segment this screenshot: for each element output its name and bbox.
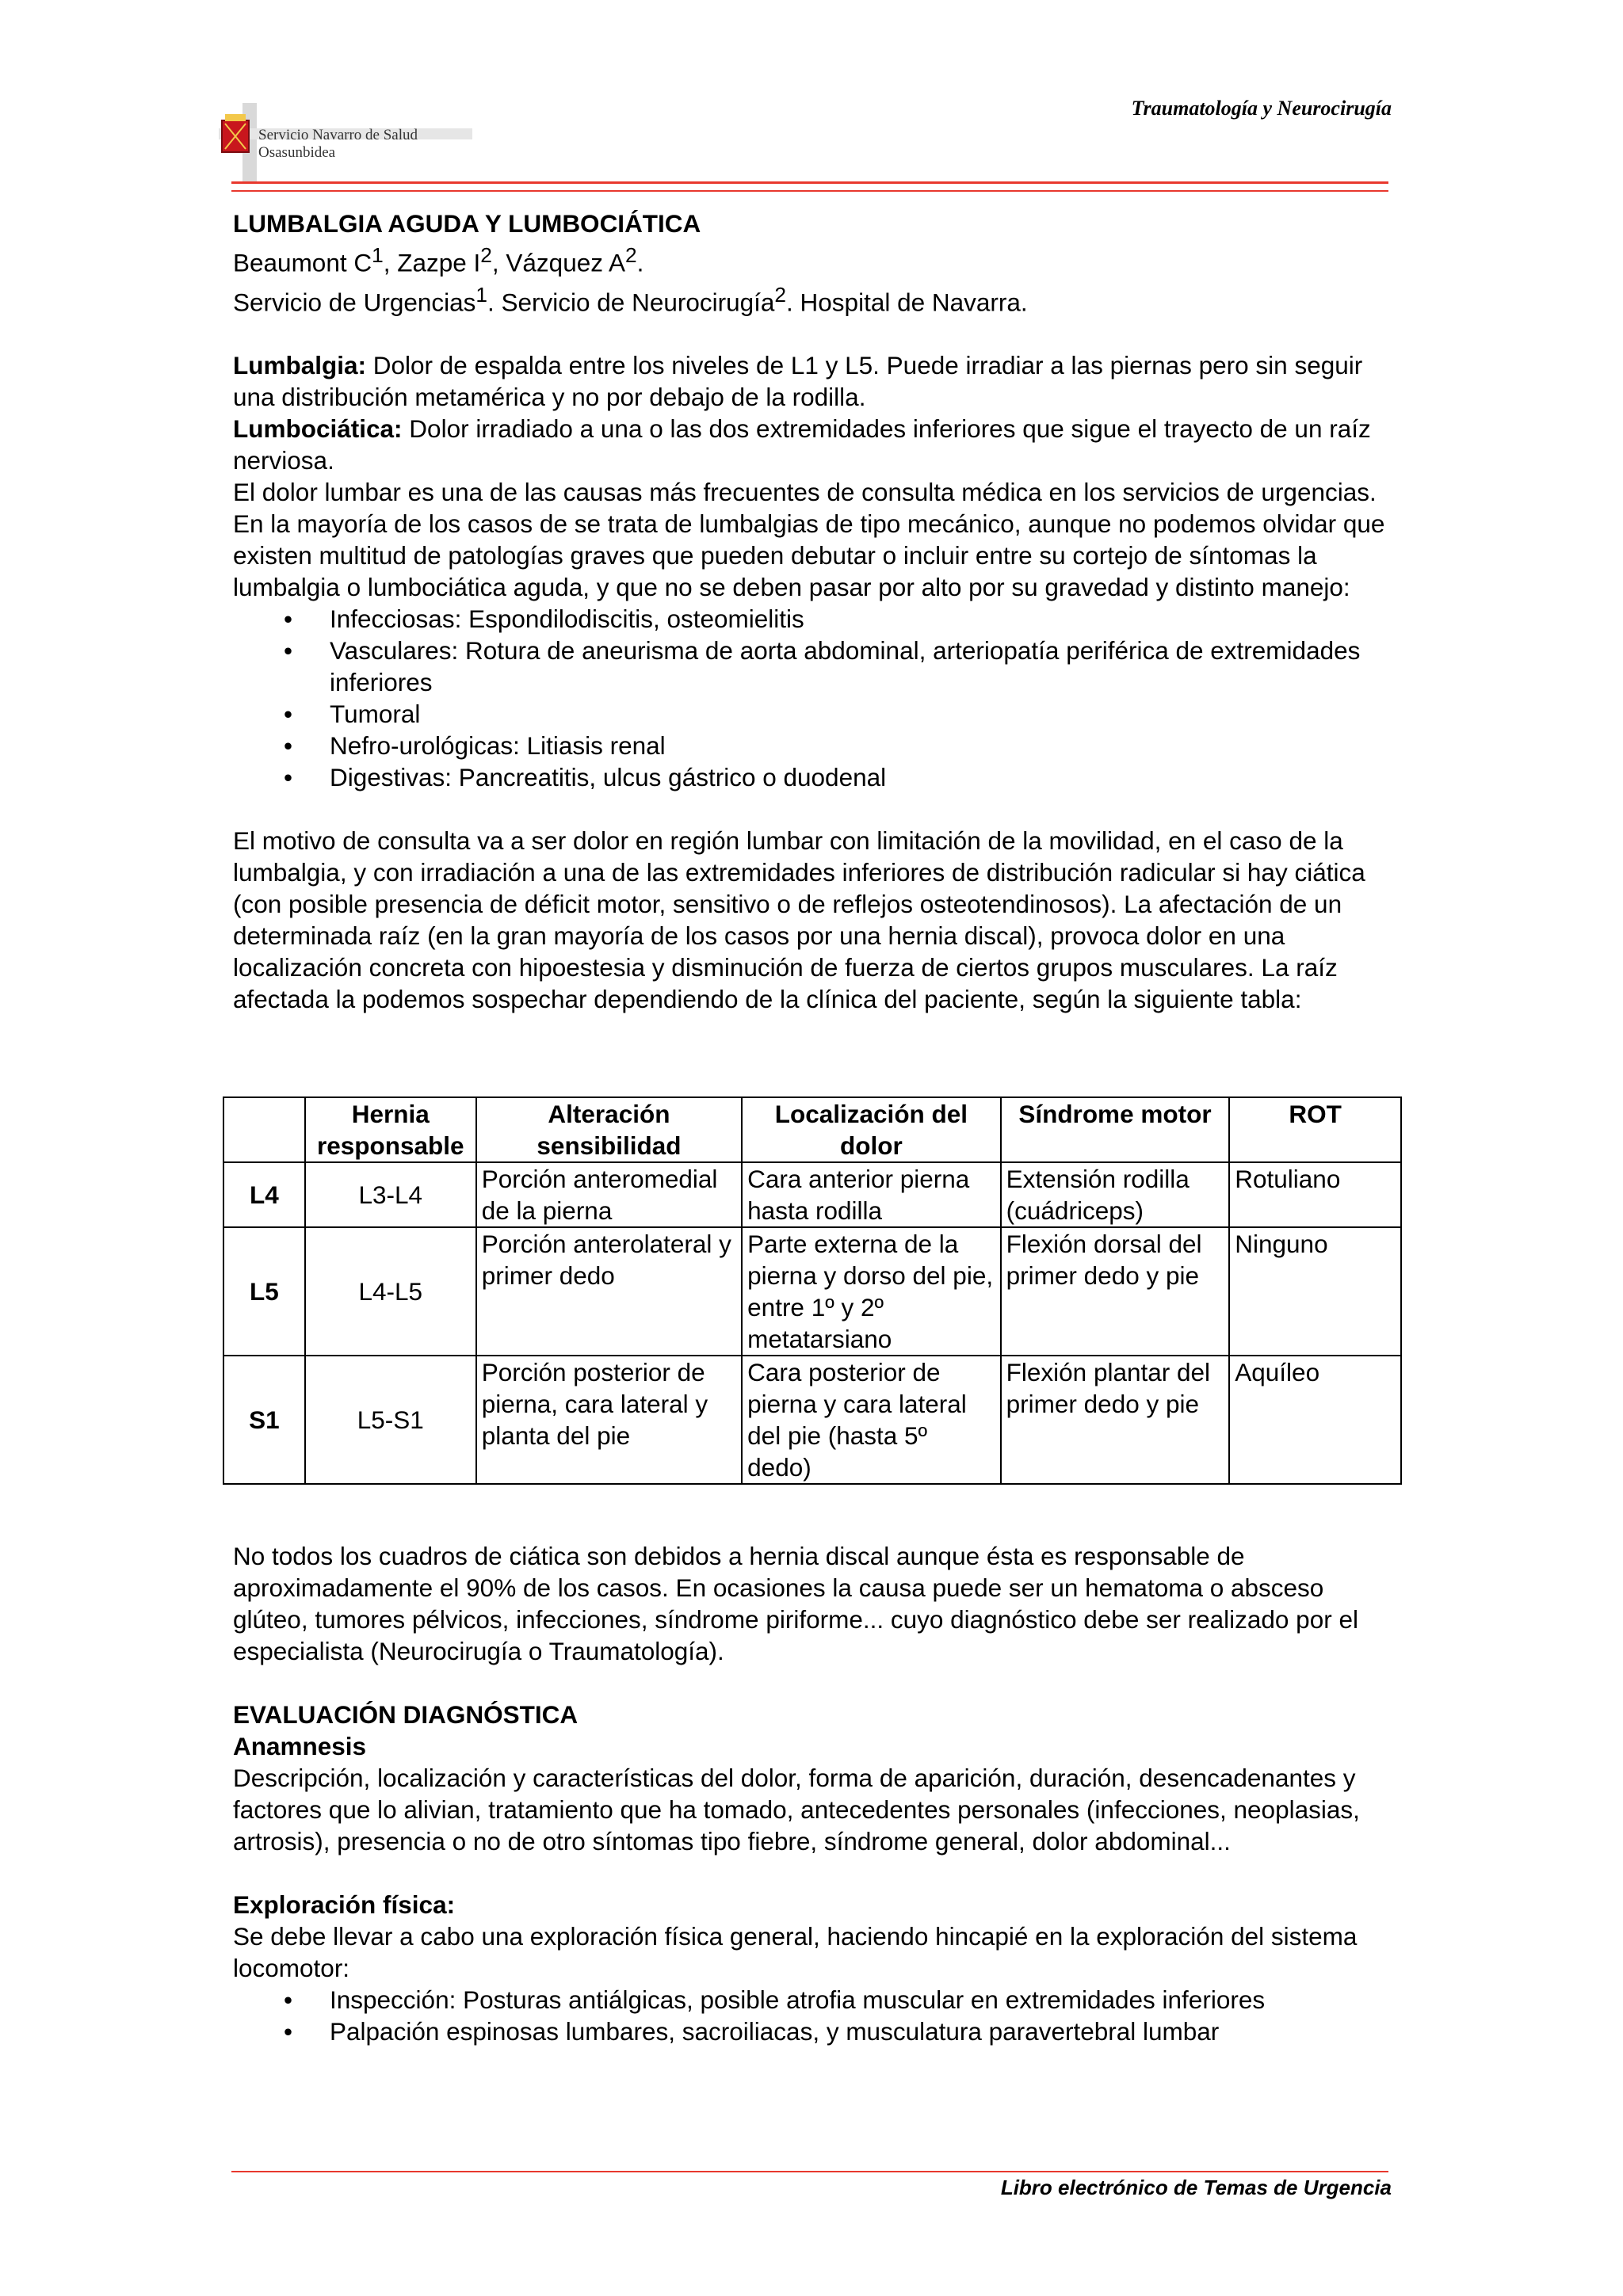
anamnesis-paragraph: Descripción, localización y características del dolor, forma de aparición, duración, desencadenantes y factores que lo alivian, tratamiento que ha tomado, antecedentes personales (infecciones, neoplasias, artrosis), presencia o no de otro síntomas tipo fiebre, síndrome general, dolor abdominal...	[233, 1764, 1360, 1855]
rot-cell: Aquíleo	[1229, 1356, 1401, 1484]
article-body-bottom	[233, 1540, 1398, 2047]
rot-cell: Ninguno	[1229, 1227, 1401, 1356]
header-rule	[231, 181, 1388, 184]
motor-cell: Flexión dorsal del primer dedo y pie	[1001, 1227, 1230, 1356]
list-item: • Inspección: Posturas antiálgicas, posible atrofia muscular en extremidades inferiores	[330, 1984, 1398, 2016]
causes-list	[233, 603, 1398, 793]
sensibility-cell: Porción posterior de pierna, cara lateral y planta del pie	[476, 1356, 742, 1484]
table-header-cell: Alteración sensibilidad	[476, 1097, 742, 1162]
table-row	[223, 1356, 1401, 1484]
exploracion-heading: Exploración física:	[233, 1890, 456, 1919]
exploracion-list	[233, 1984, 1398, 2047]
table-header-cell: ROT	[1229, 1097, 1401, 1162]
list-item: • Nefro-urológicas: Litiasis renal	[330, 730, 1398, 761]
definition-lumbociatica	[233, 413, 1398, 476]
hernia-cell: L3-L4	[305, 1162, 476, 1227]
list-item: • Palpación espinosas lumbares, sacroiliacas, y musculatura paravertebral lumbar	[330, 2016, 1398, 2047]
definition-text: Dolor irradiado a una o las dos extremidades inferiores que sigue el trayecto de un raíz nerviosa.	[233, 414, 1371, 475]
author-3-sup: 2	[625, 243, 637, 267]
sensibility-cell: Porción anteromedial de la pierna	[476, 1162, 742, 1227]
header-rule-thin	[231, 190, 1388, 192]
list-item: • Tumoral	[330, 698, 1398, 730]
table-row	[223, 1162, 1401, 1227]
article-affiliations	[233, 279, 1398, 318]
table-header-cell: Hernia responsable	[305, 1097, 476, 1162]
hernia-cell: L5-S1	[305, 1356, 476, 1484]
list-item: • Infecciosas: Espondilodiscitis, osteomielitis	[330, 603, 1398, 635]
nerve-root-table	[223, 1097, 1402, 1485]
pain-location-cell: Cara posterior de pierna y cara lateral del pie (hasta 5º dedo)	[742, 1356, 1001, 1484]
affiliation-3: . Hospital de Navarra.	[786, 288, 1028, 316]
eval-heading: EVALUACIÓN DIAGNÓSTICA	[233, 1700, 579, 1729]
root-cell: L5	[223, 1227, 305, 1356]
author-2-sup: 2	[480, 243, 492, 267]
table-row	[223, 1227, 1401, 1356]
root-cell: S1	[223, 1356, 305, 1484]
logo	[219, 103, 480, 182]
sensibility-cell: Porción anterolateral y primer dedo	[476, 1227, 742, 1356]
motor-cell: Flexión plantar del primer dedo y pie	[1001, 1356, 1230, 1484]
header-section-title: Traumatología y Neurocirugía	[1131, 97, 1392, 120]
logo-line2: Osasunbidea	[258, 144, 336, 161]
definition-term: Lumbalgia:	[233, 351, 367, 379]
rot-cell: Rotuliano	[1229, 1162, 1401, 1227]
affiliation-1-sup: 1	[475, 282, 487, 307]
author-2: , Zazpe I	[383, 248, 481, 277]
list-item: • Digestivas: Pancreatitis, ulcus gástrico o duodenal	[330, 761, 1398, 793]
hernia-cell: L4-L5	[305, 1227, 476, 1356]
table-header-cell	[223, 1097, 305, 1162]
anamnesis-heading: Anamnesis	[233, 1732, 367, 1760]
table-header-cell: Localización del dolor	[742, 1097, 1001, 1162]
root-cell: L4	[223, 1162, 305, 1227]
definition-lumbalgia	[233, 349, 1398, 413]
definition-term: Lumbociática:	[233, 414, 403, 443]
article-authors	[233, 239, 1398, 279]
footer-rule	[231, 2171, 1388, 2172]
authors-end: .	[636, 248, 644, 277]
article-title: LUMBALGIA AGUDA Y LUMBOCIÁTICA	[233, 209, 701, 238]
footer-book-title: Libro electrónico de Temas de Urgencia	[1000, 2176, 1392, 2199]
motor-cell: Extensión rodilla (cuádriceps)	[1001, 1162, 1230, 1227]
list-item: • Vasculares: Rotura de aneurisma de aorta abdominal, arteriopatía periférica de extremidades inferiores	[330, 635, 1398, 698]
table-header-cell: Síndrome motor	[1001, 1097, 1230, 1162]
no-todos-paragraph: No todos los cuadros de ciática son debidos a hernia discal aunque ésta es responsable de aproximadamente el 90% de los casos. En ocasiones la causa puede ser un hematoma o absceso glúteo, tumores pélvicos, infecciones, síndrome piriforme... cuyo diagnóstico debe ser realizado por el especialista (Neurocirugía o Traumatología).	[233, 1542, 1358, 1665]
exploracion-paragraph: Se debe llevar a cabo una exploración física general, haciendo hincapié en la exploración del sistema locomotor:	[233, 1922, 1358, 1982]
author-1-sup: 1	[372, 243, 384, 267]
motivo-paragraph: El motivo de consulta va a ser dolor en región lumbar con limitación de la movilidad, en el caso de la lumbalgia, y con irradiación a una de las extremidades inferiores de distribución radicular si hay ciática (con posible presencia de déficit motor, sensitivo o de reflejos osteotendinosos). La afectación de un determinada raíz (en la gran mayoría de los casos por una hernia discal), provoca dolor en una localización concreta con hipoestesia y disminución de fuerza de ciertos grupos musculares. La raíz afectada la podemos sospechar dependiendo de la clínica del paciente, según la siguiente tabla:	[233, 826, 1365, 1013]
affiliation-2-sup: 2	[774, 282, 787, 307]
author-1: Beaumont C	[233, 248, 372, 277]
table-header-row	[223, 1097, 1401, 1162]
author-3: , Vázquez A	[491, 248, 626, 277]
affiliation-1: Servicio de Urgencias	[233, 288, 476, 316]
logo-line1: Servicio Navarro de Salud	[258, 127, 418, 143]
pain-location-cell: Parte externa de la pierna y dorso del pie, entre 1º y 2º metatarsiano	[742, 1227, 1001, 1356]
affiliation-2: . Servicio de Neurocirugía	[487, 288, 775, 316]
pain-location-cell: Cara anterior pierna hasta rodilla	[742, 1162, 1001, 1227]
definition-text: Dolor de espalda entre los niveles de L1 y L5. Puede irradiar a las piernas pero sin seguir una distribución metamérica y no por debajo de la rodilla.	[233, 351, 1363, 411]
article-body-top	[233, 208, 1398, 1015]
intro-paragraph: El dolor lumbar es una de las causas más frecuentes de consulta médica en los servicios de urgencias. En la mayoría de los casos de se trata de lumbalgias de tipo mecánico, aunque no podemos olvidar que existen multitud de patologías graves que pueden debutar o incluir entre su cortejo de síntomas la lumbalgia o lumbociática aguda, y que no se deben pasar por alto por su gravedad y distinto manejo:	[233, 478, 1385, 601]
